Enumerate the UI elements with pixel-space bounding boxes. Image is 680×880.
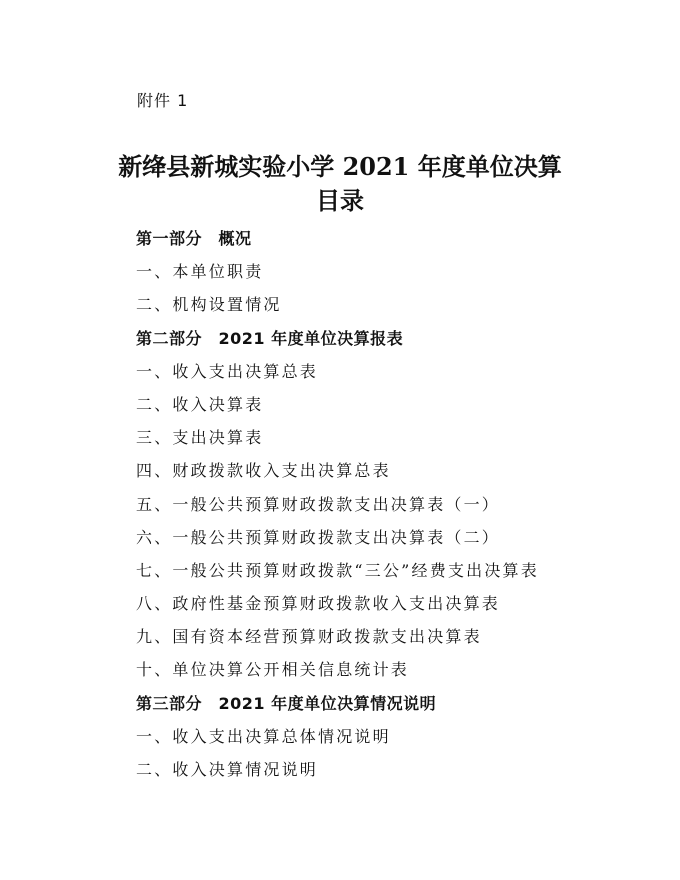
toc-item: 四、财政拨款收入支出决算总表 <box>136 461 391 481</box>
toc-item: 九、国有资本经营预算财政拨款支出决算表 <box>136 627 482 647</box>
table-of-contents <box>136 222 539 786</box>
toc-item: 八、政府性基金预算财政拨款收入支出决算表 <box>136 594 501 614</box>
toc-item: 一、收入支出决算总表 <box>136 361 319 381</box>
toc-section-3: 第三部分 2021 年度单位决算情况说明 <box>136 693 437 713</box>
toc-item: 七、一般公共预算财政拨款“三公”经费支出决算表 <box>136 560 539 580</box>
toc-section-1: 第一部分 概况 <box>136 229 252 248</box>
toc-item: 二、收入决算表 <box>136 394 264 414</box>
toc-item: 三、支出决算表 <box>136 428 264 448</box>
toc-item: 十、单位决算公开相关信息统计表 <box>136 660 410 680</box>
toc-heading: 目录 <box>316 186 364 215</box>
attachment-label: 附件 1 <box>137 91 189 110</box>
toc-item: 二、收入决算情况说明 <box>136 760 319 779</box>
toc-item: 一、本单位职责 <box>136 262 264 282</box>
toc-item: 五、一般公共预算财政拨款支出决算表（一） <box>136 494 501 514</box>
toc-section-2: 第二部分 2021 年度单位决算报表 <box>136 328 404 348</box>
document-title: 新绛县新城实验小学 2021 年度单位决算 <box>118 152 562 181</box>
toc-item: 二、机构设置情况 <box>136 295 282 315</box>
toc-item: 六、一般公共预算财政拨款支出决算表（二） <box>136 527 501 547</box>
toc-item: 一、收入支出决算总体情况说明 <box>136 726 391 746</box>
